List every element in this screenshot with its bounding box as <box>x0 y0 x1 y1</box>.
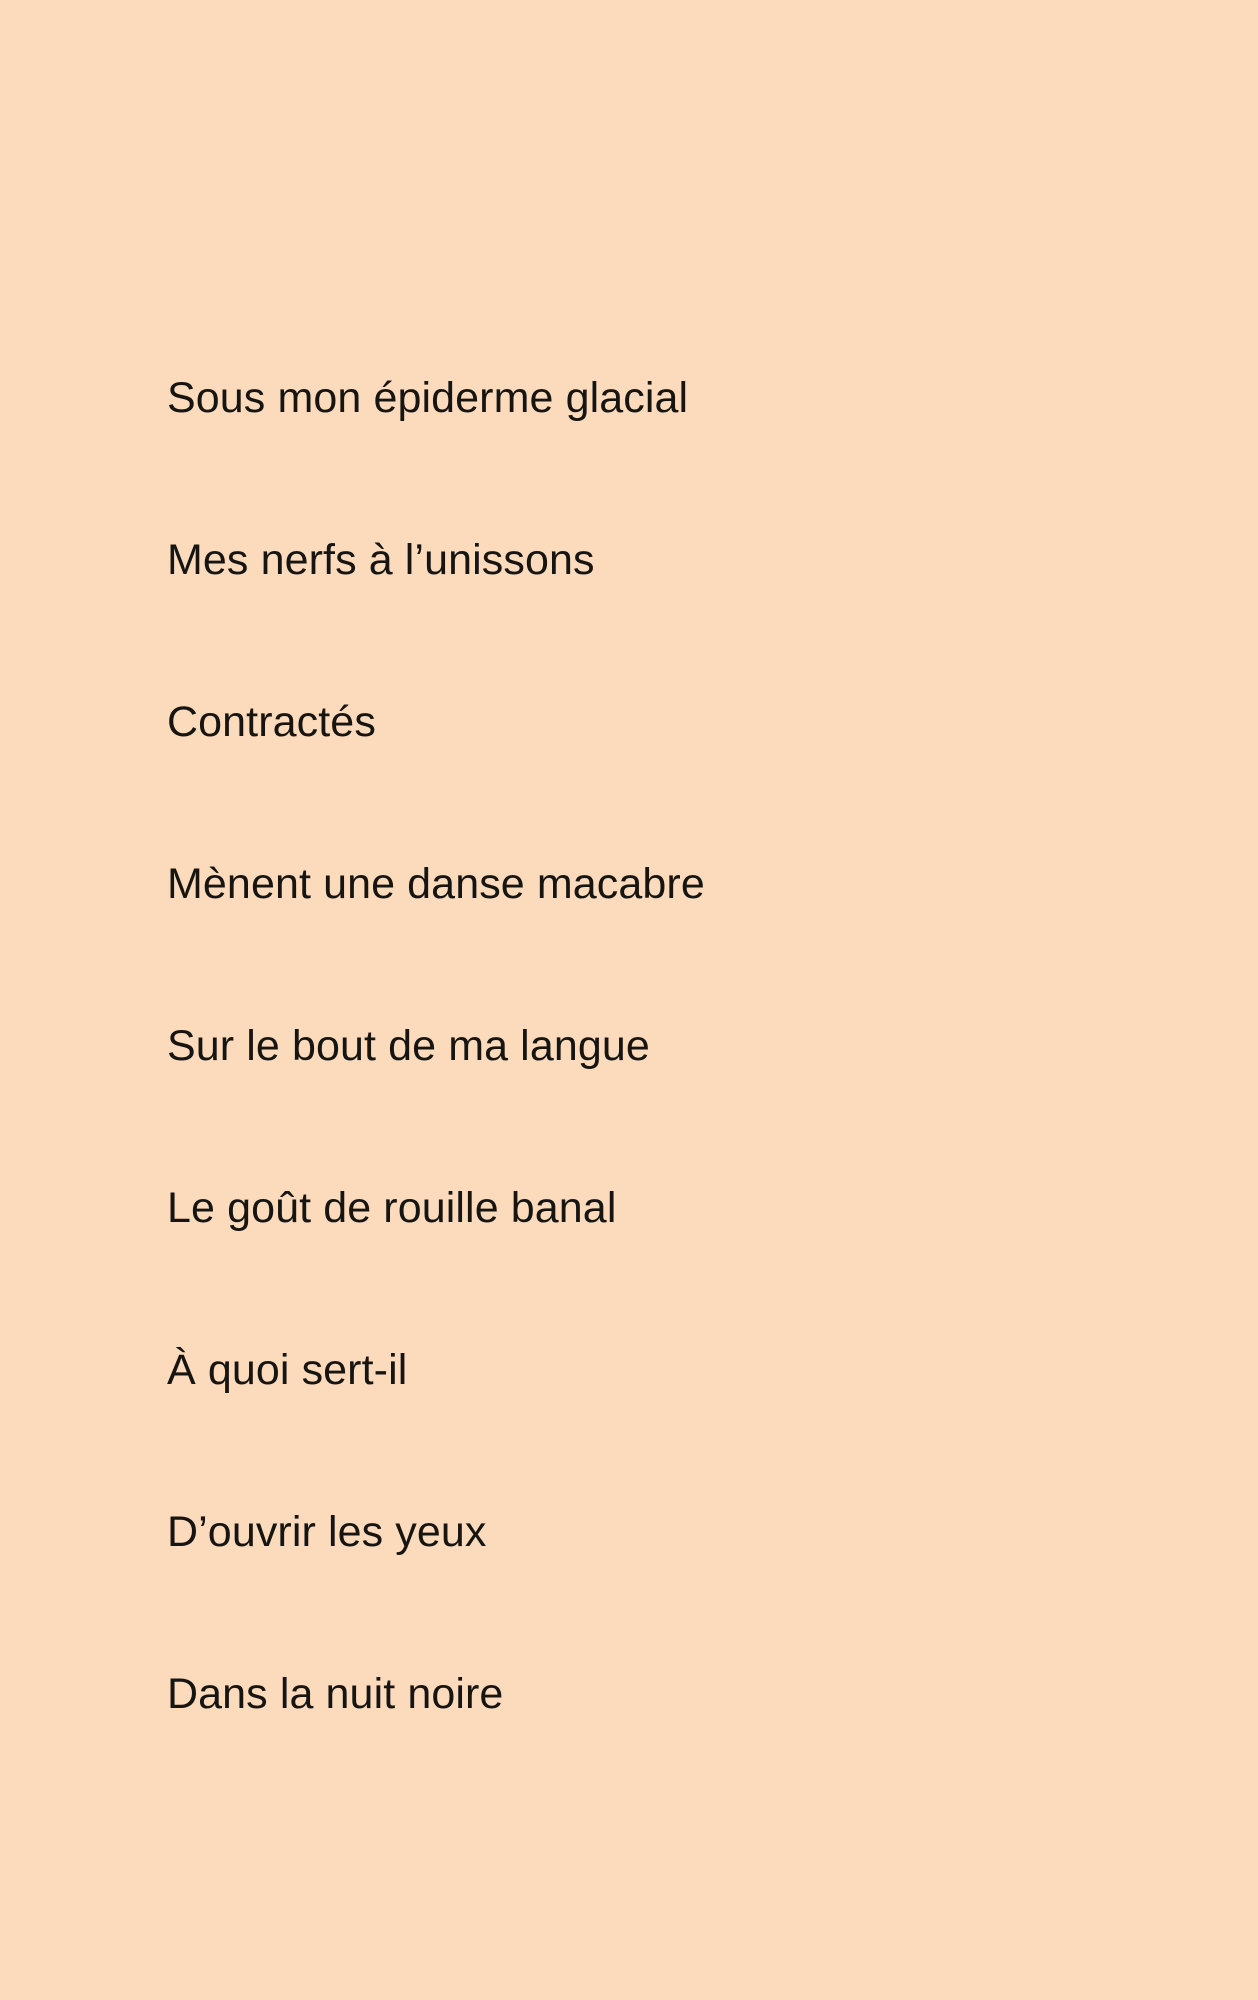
poem-line: Sur le bout de ma langue <box>167 1022 650 1070</box>
poem-line: Dans la nuit noire <box>167 1670 504 1718</box>
poem-line: Mes nerfs à l’unissons <box>167 536 595 584</box>
poem-line: Mènent une danse macabre <box>167 860 705 908</box>
poem-line: D’ouvrir les yeux <box>167 1508 487 1556</box>
poem-text-block <box>167 263 705 1829</box>
poem-line: Le goût de rouille banal <box>167 1184 617 1232</box>
poem-line: À quoi sert-il <box>167 1346 408 1394</box>
poem-line: Contractés <box>167 698 376 746</box>
poem-line: Sous mon épiderme glacial <box>167 374 689 422</box>
